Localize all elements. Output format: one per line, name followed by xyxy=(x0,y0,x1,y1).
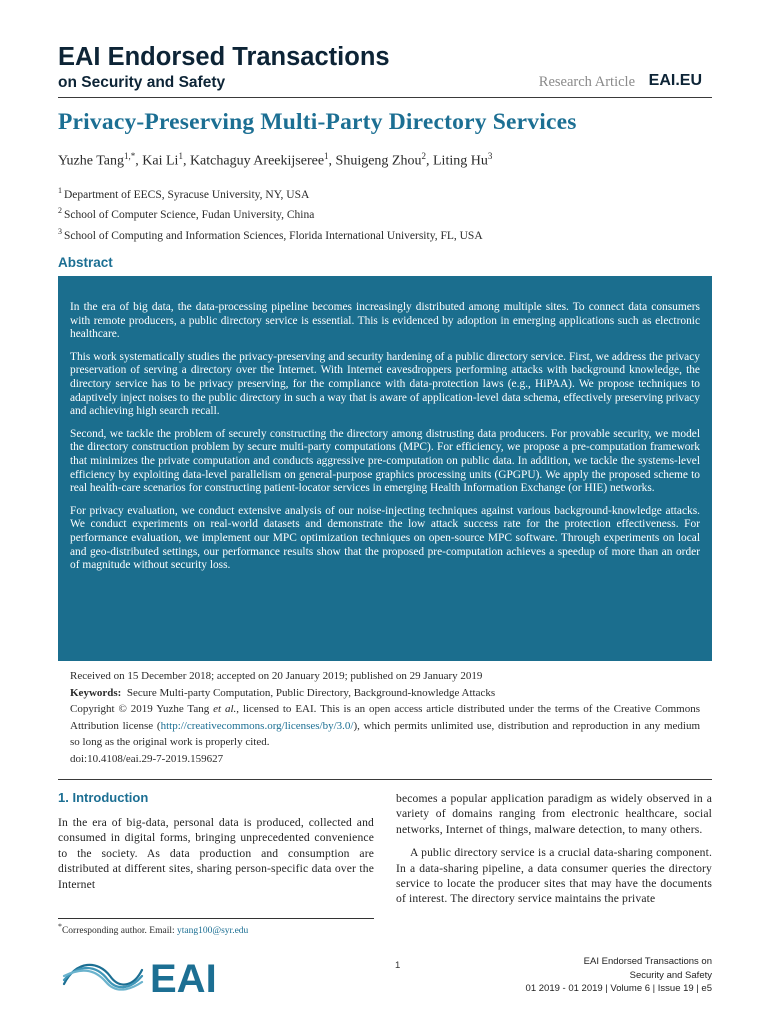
copyright-text: , licensed to EAI. This is an open access article distributed under the terms of the Creative Commons Attribution license ( xyxy=(70,703,700,732)
author-name: Shuigeng Zhou xyxy=(335,153,422,169)
abstract-paragraph: In the era of big data, the data-processing pipeline becomes increasingly distributed among multiple sites. To connect data consumers with remote producers, a public directory service is essential. This is evidenced by adoption in emerging applications such as electronic healthcare. xyxy=(70,301,700,341)
author-name: Katchaguy Areekijseree xyxy=(189,153,325,169)
eai-logo-swirl-icon xyxy=(64,965,142,990)
header-rule xyxy=(58,97,712,98)
copyright xyxy=(70,701,700,751)
intro-paragraph: A public directory service is a crucial data-sharing component. In a data-sharing pipeline, a data consumer queries the directory service to locate the producer sites that may have the documents of interest. The directory service maintains the private xyxy=(396,846,712,906)
affiliations xyxy=(58,183,483,244)
footnote-mark: * xyxy=(58,922,62,931)
author-mark: 1 xyxy=(178,151,183,161)
copyright-text: ), which permits unlimited use, distribution and reproduction in any medium so long as the original work is properly cited. xyxy=(70,719,701,748)
affiliation xyxy=(58,224,483,244)
author-list: Yuzhe Tang$^{1,*}$, Kai Li$^1$, Katchaguy Areekijseree$^1$, Shuigeng Zhou$^2$, Liting Hu$^3$ xyxy=(58,151,493,169)
author-mark: 1,* xyxy=(124,151,136,161)
affiliation-text: Department of EECS, Syracuse University, NY, USA xyxy=(64,188,310,201)
author-name: Kai Li xyxy=(142,153,179,169)
section-heading: 1. Introduction xyxy=(58,790,149,805)
footer-journal xyxy=(526,955,712,996)
affiliation-mark: 1 xyxy=(58,186,62,195)
author-name: Liting Hu xyxy=(433,153,488,169)
meta-rule xyxy=(58,779,712,780)
footnote-label: Corresponding author. Email: xyxy=(61,926,177,937)
copyright-text: Copyright © 2019 Yuzhe Tang xyxy=(70,703,214,715)
abstract-heading: Abstract xyxy=(58,255,113,270)
paper-title: Privacy-Preserving Multi-Party Directory Services xyxy=(58,109,577,135)
abstract-paragraph: This work systematically studies the privacy-preserving and security hardening of a public directory service. First, we address the privacy preservation of serving a directory over the Internet. With Internet eavesdroppers performing attacks with background knowledge, the directory service has to be privacy preserving, for the compliance with data-protection laws (e.g., HiPAA). We propose techniques to adaptively inject noises to the public directory in such a way that is aware of application-level data schema, effectively preserving privacy and achieving high search recall. xyxy=(70,350,700,418)
journal-title: EAI Endorsed Transactions xyxy=(58,43,390,71)
author-name: Yuzhe Tang xyxy=(58,153,125,169)
journal-header xyxy=(58,42,390,92)
affiliation-mark: 3 xyxy=(58,226,62,236)
journal-subtitle: on Security and Safety xyxy=(58,74,226,91)
article-meta xyxy=(70,668,700,767)
received-dates: Received on 15 December 2018; accepted on 20 January 2019; published on 29 January 2019 xyxy=(70,670,483,682)
eai-logo xyxy=(58,950,218,1000)
affiliation-mark: 2 xyxy=(58,206,62,216)
author-mark: 3 xyxy=(487,151,493,161)
brand-label[interactable]: EAI.EU xyxy=(648,72,702,89)
author-mark: 2 xyxy=(421,151,426,161)
affiliation xyxy=(58,203,483,223)
logo-text: EAI xyxy=(150,957,217,1000)
affiliation-text: School of Computing and Information Sciences, Florida International University, FL, USA xyxy=(64,229,483,242)
abstract-box xyxy=(58,276,712,661)
affiliation xyxy=(58,183,483,203)
keywords xyxy=(70,685,700,702)
abstract-paragraph: Second, we tackle the problem of securely constructing the directory among distrusting data producers. For provable security, we model the directory construction problem by secure multi-party computations (MPC). For efficiency, we propose a pre-computation framework that minimizes the private computation and conducts aggressive pre-computation on public data. In addition, we tackle the systems-level efficiency by exploiting data-level parallelism on general-purpose graphics processing units (GPGPU). We apply the proposed scheme to real health-care scenarios for constructing patient-locator services in emerging Health Information Exchange (or HIE) networks. xyxy=(70,427,700,495)
intro-paragraph: In the era of big-data, personal data is produced, collected and consumed in digital forms, bringing unprecedented convenience to the society. As data production and consumption are distributed at different sites, sharing person-specific data over the Internet xyxy=(58,816,374,891)
right-column xyxy=(396,791,712,907)
footnote-rule xyxy=(58,918,374,919)
left-column xyxy=(58,790,374,892)
doi[interactable]: doi:10.4108/eai.29-7-2019.159627 xyxy=(70,752,224,765)
abstract-paragraph: For privacy evaluation, we conduct extensive analysis of our noise-injecting techniques against various background-knowledge attacks. We conduct experiments on real-world datasets and demonstrate the low attack success rate for the protection effectiveness. For performance evaluation, we implement our MPC optimization techniques on open-source MPC software. Through experiments on local and geo-distributed settings, our performance results show that the proposed pre-computation achieves a speedup of more than an order of magnitude without security loss. xyxy=(70,504,700,572)
body-text xyxy=(396,791,712,907)
copyright-etal: et al. xyxy=(213,703,237,715)
author-mark: 1 xyxy=(324,151,329,161)
footer-journal-line: EAI Endorsed Transactions on xyxy=(583,956,712,967)
affiliation-text: School of Computer Science, Fudan University, China xyxy=(64,209,315,222)
page-number: 1 xyxy=(395,960,401,971)
footnote xyxy=(58,922,248,936)
footer-issue: 01 2019 - 01 2019 | Volume 6 | Issue 19 | e5 xyxy=(525,983,712,994)
keywords-label: Keywords: xyxy=(70,686,122,699)
keywords-text: Secure Multi-party Computation, Public Directory, Background-knowledge Attacks xyxy=(126,686,496,699)
body-text xyxy=(58,815,374,892)
footer-journal-line: Security and Safety xyxy=(629,969,712,981)
footnote-email[interactable]: ytang100@syr.edu xyxy=(177,926,249,937)
intro-paragraph: becomes a popular application paradigm as widely observed in a variety of domains ranging from electronic healthcare, social networks, Internet of things, malware detection, to many others. xyxy=(396,792,712,836)
article-type: Research Article xyxy=(538,74,635,90)
license-link[interactable]: http://creativecommons.org/licenses/by/3.0/ xyxy=(160,719,354,732)
